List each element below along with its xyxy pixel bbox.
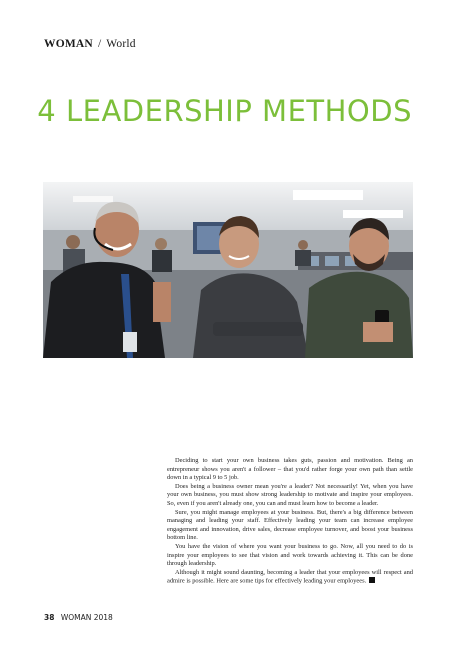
article-photo — [43, 182, 413, 358]
section-label — [44, 38, 136, 50]
article-paragraph-last — [167, 569, 413, 587]
article-paragraph: Sure, you might manage employees at your business. But, there's a big difference between managing and leading your staff. Effectively leading your team can increase employee engagement and innovation, drive sales, decrease employee turnover, and boost your business bottom line. — [167, 508, 413, 542]
page-number: 38 — [44, 613, 55, 622]
section-name: World — [106, 38, 136, 50]
article-paragraph-text: Although it might sound daunting, becoming a leader that your employees will respect and admire is possible. Here are some tips for effectively leading your employees. — [167, 568, 413, 585]
article-body — [167, 457, 413, 586]
article-paragraph: Does being a business owner mean you're a leader? Not necessarily! Yet, when you have your own business, you must show strong leadership to motivate and inspire your employees. So, even if you aren't already one, you can and must learn how to become a leader. — [167, 482, 413, 507]
end-of-article-mark — [369, 577, 375, 583]
article-title: 4 LEADERSHIP METHODS — [37, 94, 412, 128]
magazine-name: WOMAN — [44, 38, 93, 50]
page-footer — [44, 613, 113, 622]
article-paragraph: You have the vision of where you want your business to go. Now, all you need to do is inspire your employees to see that vision and work towards achieving it. This can be done through leadership. — [167, 542, 413, 568]
article-paragraph: Deciding to start your own business takes guts, passion and motivation. Being an entrepreneur shows you aren't a follower – that you'd rather forge your own path than settle down in a typical 9 to 5 job. — [167, 457, 413, 482]
breadcrumb-separator: / — [98, 38, 102, 50]
publication-name: WOMAN 2018 — [60, 613, 113, 622]
